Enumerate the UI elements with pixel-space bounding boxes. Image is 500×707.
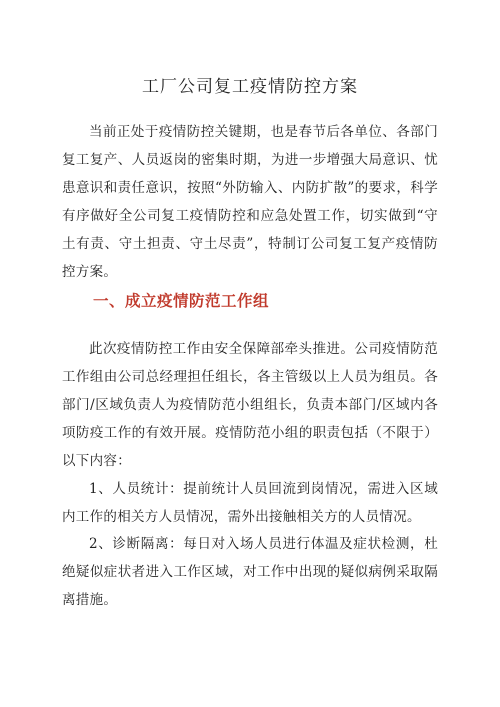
section-heading: 一、成立疫情防范工作组 (93, 291, 270, 310)
intro-paragraph: 当前正处于疫情防控关键期，也是春节后各单位、各部门复工复产、人员返岗的密集时期，为进一步增强大局意识、忧患意识和责任意识，按照“外防输入、内防扩散”的要求，科学有序做好全公司复工疫情防控和应急处置工作，切实做到“守土有责、守土担责、守土尽责”，特制订公司复工复产疫情防控方案。 (62, 124, 438, 280)
document-title: 工厂公司复工疫情防控方案 (142, 77, 358, 97)
list-item-personnel-statistics: 1、人员统计：提前统计人员回流到岗情况，需进入区域内工作的相关方人员情况，需外出接触相关方的人员情况。 (62, 481, 438, 525)
list-item-diagnosis-isolation: 2、诊断隔离：每日对入场人员进行体温及症状检测，杜绝疑似症状者进入工作区域，对工作中出现的疑似病例采取隔离措施。 (62, 536, 438, 608)
section-body-paragraph: 此次疫情防控工作由安全保障部牵头推进。公司疫情防范工作组由公司总经理担任组长，各主管级以上人员为组员。各部门/区域负责人为疫情防范小组组长，负责本部门/区域内各项防疫工作的有效开展。疫情防范小组的职责包括（不限于）以下内容： (62, 341, 438, 469)
